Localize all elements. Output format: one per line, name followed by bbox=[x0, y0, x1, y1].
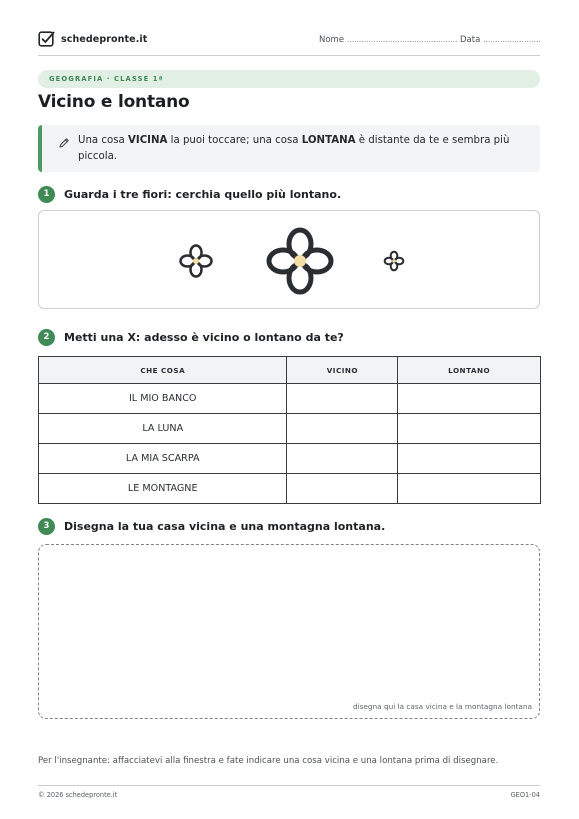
question-1 bbox=[38, 186, 341, 203]
row-item: LE MONTAGNE bbox=[39, 474, 287, 504]
date-line: ........................ bbox=[483, 35, 541, 45]
near-answer-cell[interactable] bbox=[287, 444, 398, 474]
page-title: Vicino e lontano bbox=[38, 92, 190, 112]
row-item: LA LUNA bbox=[39, 414, 287, 444]
question-text: Guarda i tre fiori: cerchia quello più lontano. bbox=[64, 188, 342, 201]
table-row bbox=[39, 474, 541, 504]
flowers-box bbox=[38, 210, 540, 309]
question-number: 3 bbox=[38, 518, 55, 535]
question-text: Metti una X: adesso è vicino o lontano da te? bbox=[64, 331, 344, 344]
header-far: LONTANO bbox=[398, 357, 541, 384]
question-text: Disegna la tua casa vicina e una montagna lontana. bbox=[64, 520, 386, 533]
flower-center bbox=[392, 259, 396, 263]
callout-text: Una cosa VICINA la puoi toccare; una cosa LONTANA è distante da te e sembra più piccola. bbox=[78, 135, 510, 162]
flower-petal bbox=[395, 258, 403, 265]
date-label: Data bbox=[460, 35, 481, 45]
question-number: 1 bbox=[38, 186, 55, 203]
pencil-icon bbox=[58, 137, 70, 149]
far-answer-cell[interactable] bbox=[398, 384, 541, 414]
flowers-illustration bbox=[39, 211, 541, 310]
sheet-code: GEO1-04 bbox=[510, 791, 540, 799]
copyright: © 2026 schedepronte.it bbox=[38, 791, 118, 799]
flower-petal bbox=[198, 256, 212, 267]
flower-medium[interactable] bbox=[181, 246, 212, 277]
table-header-row bbox=[39, 357, 541, 384]
keyword-vicina: VICINA bbox=[128, 135, 168, 146]
flower-petal bbox=[269, 250, 297, 272]
table-row bbox=[39, 414, 541, 444]
near-answer-cell[interactable] bbox=[287, 384, 398, 414]
table-row bbox=[39, 384, 541, 414]
flower-petal bbox=[303, 250, 331, 272]
date-field bbox=[460, 35, 541, 45]
row-item: LA MIA SCARPA bbox=[39, 444, 287, 474]
info-callout bbox=[38, 125, 540, 172]
table-row bbox=[39, 444, 541, 474]
header-what: CHE COSA bbox=[39, 357, 287, 384]
question-number: 2 bbox=[38, 329, 55, 346]
flower-small[interactable] bbox=[385, 252, 404, 271]
row-item: IL MIO BANCO bbox=[39, 384, 287, 414]
name-line: .............................................. bbox=[346, 35, 458, 45]
checkbox-logo-icon bbox=[38, 30, 55, 48]
flower-petal bbox=[181, 256, 195, 267]
far-answer-cell[interactable] bbox=[398, 414, 541, 444]
page-header bbox=[38, 30, 540, 56]
subject-banner: GEOGRAFIA · CLASSE 1ª bbox=[38, 70, 540, 88]
brand-name: schedepronte.it bbox=[61, 33, 148, 45]
near-far-table bbox=[38, 356, 541, 504]
keyword-lontana: LONTANA bbox=[301, 135, 356, 146]
name-label: Nome bbox=[319, 35, 345, 45]
near-answer-cell[interactable] bbox=[287, 414, 398, 444]
flower-petal bbox=[385, 258, 393, 265]
teacher-note: Per l'insegnante: affacciatevi alla finestra e fate indicare una cosa vicina e una lontana prima di disegnare. bbox=[38, 756, 499, 766]
near-answer-cell[interactable] bbox=[287, 474, 398, 504]
far-answer-cell[interactable] bbox=[398, 474, 541, 504]
name-field bbox=[319, 35, 457, 45]
drawing-hint: disegna qui la casa vicina e la montagna lontana bbox=[352, 702, 532, 711]
question-2 bbox=[38, 329, 344, 346]
flower-center bbox=[193, 258, 199, 264]
header-near: VICINO bbox=[287, 357, 398, 384]
far-answer-cell[interactable] bbox=[398, 444, 541, 474]
question-3 bbox=[38, 518, 385, 535]
flower-large[interactable] bbox=[269, 230, 331, 292]
flower-center bbox=[294, 255, 306, 267]
brand bbox=[38, 30, 147, 48]
drawing-area[interactable] bbox=[38, 544, 540, 719]
page-footer bbox=[38, 785, 540, 799]
